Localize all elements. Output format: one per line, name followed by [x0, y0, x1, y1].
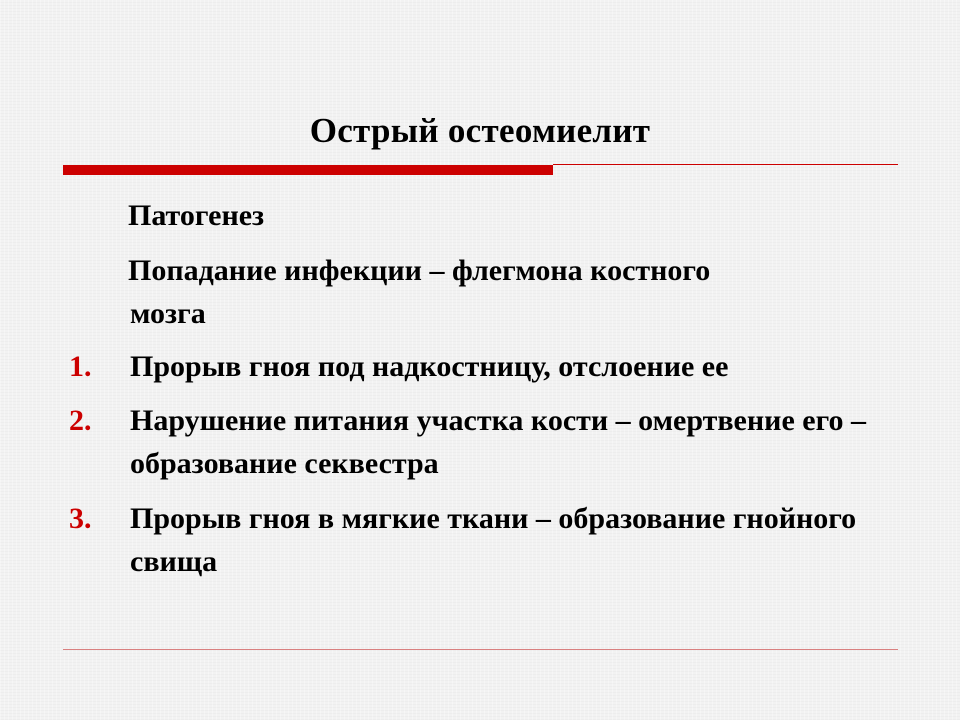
list-item: [63, 497, 893, 583]
list-item: [63, 399, 893, 485]
list-item-number: 3.: [69, 502, 92, 535]
title-underline-thin: [553, 164, 898, 165]
footer-divider: [63, 649, 898, 650]
list-item-text: Прорыв гноя в мягкие ткани – образование гнойного свища: [130, 502, 857, 578]
intro-line-1: Попадание инфекции – флегмона костного: [128, 254, 711, 287]
list-item-number: 2.: [69, 404, 92, 437]
list-item-text: Нарушение питания участка кости – омертвение его – образование секвестра: [130, 404, 866, 480]
slide-title: Острый остеомиелит: [309, 111, 651, 150]
intro-paragraph: [128, 249, 888, 335]
list-item-text: Прорыв гноя под надкостницу, отслоение ее: [130, 350, 729, 383]
title-underline-thick: [63, 165, 553, 175]
intro-line-2: мозга: [130, 297, 206, 330]
list-item: [63, 345, 893, 388]
list-item-number: 1.: [69, 350, 92, 383]
subheading: Патогенез: [128, 199, 265, 232]
